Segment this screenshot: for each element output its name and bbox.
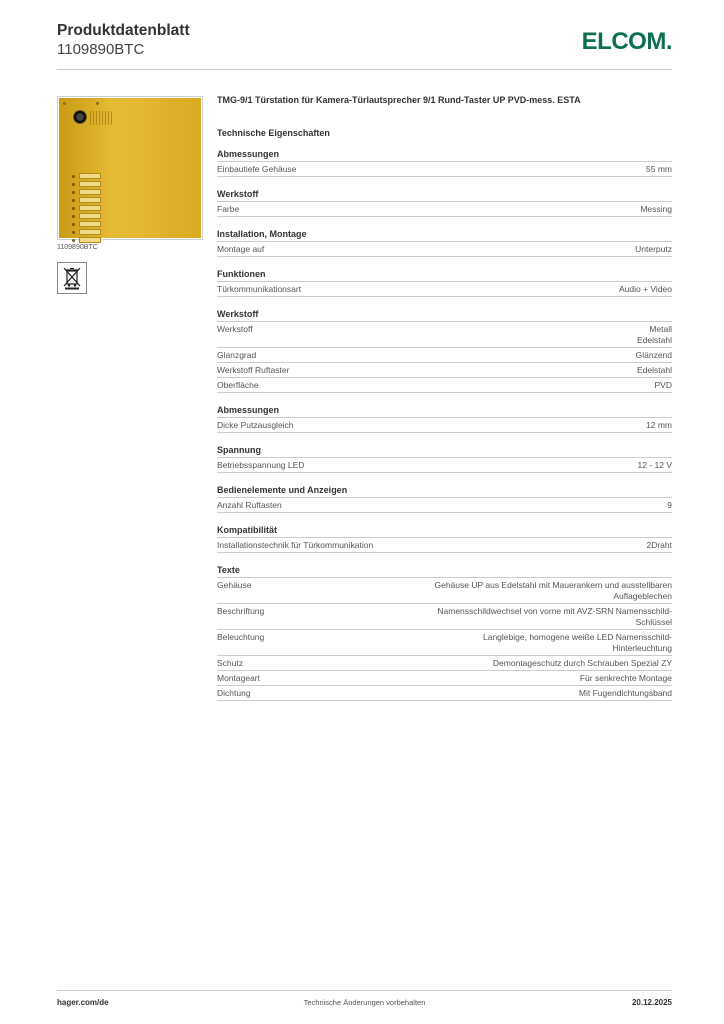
footer-divider [57,990,672,991]
property-row [217,604,672,630]
page-header [57,20,672,70]
property-value [646,540,672,551]
property-value-line: Schlüssel [635,617,672,627]
property-row [217,458,672,473]
product-title: TMG-9/1 Türstation für Kamera-Türlautsprecher 9/1 Rund-Taster UP PVD-mess. ESTA [217,95,581,105]
led-dot [72,175,75,178]
property-value [434,580,672,602]
property-name: Gehäuse [217,580,252,590]
property-value-line: Für senkrechte Montage [579,673,672,683]
call-button [72,212,102,220]
call-button [72,220,102,228]
property-value-line: Mit Fugendichtungsband [578,688,672,698]
property-row [217,162,672,177]
speaker-grille [90,111,114,125]
property-value [640,204,672,215]
group-title: Werkstoff [217,309,259,319]
property-value [638,460,673,471]
image-caption: 1109890BTC [57,244,98,251]
group-title: Spannung [217,445,261,455]
property-name: Farbe [217,204,240,214]
property-value-line: Messing [640,204,672,214]
property-value-line: Unterputz [635,244,672,254]
property-value [483,632,672,654]
property-value-line: Glänzend [635,350,672,360]
name-tag [79,189,101,195]
property-row [217,202,672,217]
property-value [635,244,672,255]
property-row [217,378,672,393]
property-name: Schutz [217,658,243,668]
property-value-line: Edelstahl [637,335,672,345]
name-tag [79,173,101,179]
property-group [217,308,672,393]
call-buttons [72,172,102,244]
property-value-line: 9 [667,500,672,510]
property-row [217,578,672,604]
property-value-line: Langlebige, homogene weiße LED Namensschild- [483,632,672,642]
property-value-line: Audio + Video [618,284,672,294]
group-title: Abmessungen [217,405,280,415]
property-row [217,538,672,553]
property-value [636,350,672,361]
group-title: Kompatibilität [217,525,277,535]
group-title: Funktionen [217,269,266,279]
property-row [217,671,672,686]
property-value-line: Metall [649,324,672,334]
led-dot [72,223,75,226]
group-title: Bedienelemente und Anzeigen [217,485,348,495]
name-tag [79,229,101,235]
property-name: Dicke Putzausgleich [217,420,294,430]
property-value [667,500,672,511]
door-station-panel [59,98,201,238]
name-tag [79,197,101,203]
property-name: Beleuchtung [217,632,265,642]
product-image [57,96,203,240]
led-dot [72,183,75,186]
property-row [217,322,672,348]
property-group [217,524,672,553]
elcom-logo: ELCOM. [581,28,672,55]
name-tag [79,221,101,227]
crossed-out-wheelie-bin-icon [57,262,87,294]
property-value-line: 12 - 12 V [637,460,672,470]
document-title: Produktdatenblatt [57,22,190,39]
led-dot [72,207,75,210]
property-value-line: Auflageblechen [613,591,672,601]
property-value [655,380,672,391]
property-value-line: Edelstahl [637,365,672,375]
property-name: Werkstoff [217,324,253,334]
led-dot [72,215,75,218]
property-value-line: PVD [654,380,672,390]
property-row [217,630,672,656]
property-group [217,188,672,217]
property-value-line: 12 mm [646,420,672,430]
group-title: Installation, Montage [217,229,307,239]
property-name: Anzahl Ruftasten [217,500,282,510]
property-name: Beschriftung [217,606,265,616]
camera-lens-icon [73,110,87,124]
property-name: Glanzgrad [217,350,257,360]
call-button [72,236,102,244]
property-row [217,242,672,257]
property-group [217,268,672,297]
property-value-line: Namensschildwechsel von vorne mit AVZ-SRN Namensschild- [437,606,672,616]
call-button [72,172,102,180]
group-title: Texte [217,565,240,575]
led-dot [72,231,75,234]
property-name: Einbautiefe Gehäuse [217,164,297,174]
property-group [217,228,672,257]
property-value [579,688,672,699]
property-name: Türkommunikationsart [217,284,302,294]
name-tag [79,181,101,187]
property-row [217,348,672,363]
property-row [217,363,672,378]
property-value [637,365,672,376]
property-row [217,418,672,433]
call-button [72,228,102,236]
property-name: Dichtung [217,688,251,698]
property-group [217,564,672,701]
property-value [437,606,672,628]
property-value-line: Hinterleuchtung [612,643,672,653]
property-value [580,673,672,684]
property-name: Werkstoff Ruftaster [217,365,290,375]
property-name: Montageart [217,673,260,683]
call-button [72,196,102,204]
name-tag [79,205,101,211]
property-value [637,324,672,346]
property-value-line: Gehäuse UP aus Edelstahl mit Maueranker​n und ausstellbaren [434,580,672,590]
property-name: Betriebsspannung LED [217,460,305,470]
call-button [72,188,102,196]
property-group [217,484,672,513]
led-dot [72,199,75,202]
name-tag [79,213,101,219]
led-dot [72,191,75,194]
property-value [493,658,672,669]
property-value [646,164,672,175]
property-value-line: 55 mm [646,164,672,174]
section-heading: Technische Eigenschaften [217,128,330,138]
group-title: Abmessungen [217,149,280,159]
property-row [217,686,672,701]
footer-website: hager.com/de [57,998,109,1007]
header-divider [57,69,672,70]
call-button [72,204,102,212]
screw-icon [96,102,99,105]
property-groups [217,148,672,701]
footer-date: 20.12.2025 [631,998,672,1007]
property-value [619,284,672,295]
property-value [646,420,672,431]
property-name: Oberfläche [217,380,259,390]
footer-disclaimer: Technische Änderungen vorbehalten [303,998,426,1007]
group-title: Werkstoff [217,189,259,199]
property-row [217,656,672,671]
property-row [217,282,672,297]
call-button [72,180,102,188]
property-group [217,148,672,177]
led-dot [72,239,75,242]
property-row [217,498,672,513]
product-details [217,93,672,701]
name-tag [79,237,101,243]
property-name: Installationstechnik für Türkommunikation [217,540,374,550]
property-name: Montage auf [217,244,265,254]
property-value-line: Demontageschutz durch Schrauben Spezial ZY [492,658,672,668]
property-group [217,404,672,433]
property-group [217,444,672,473]
article-number: 1109890BTC [57,41,145,58]
screw-icon [63,102,66,105]
property-value-line: 2Draht [646,540,672,550]
